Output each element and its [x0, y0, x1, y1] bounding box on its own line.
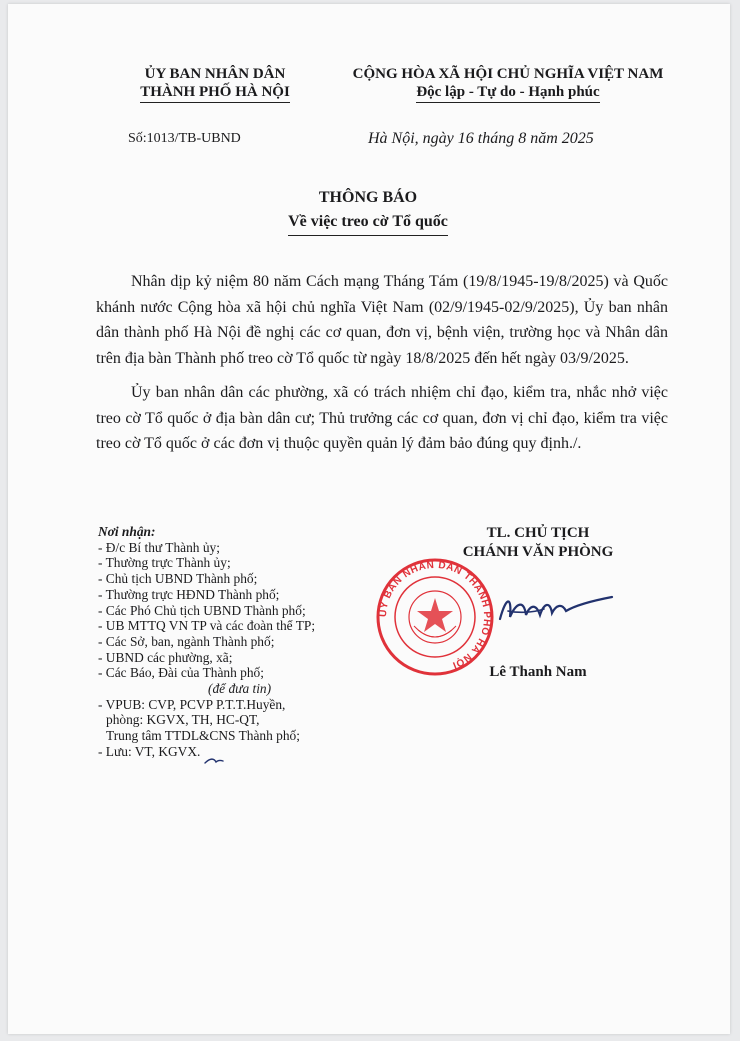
document-page [8, 4, 730, 1034]
recipient-note: (để đưa tin) [208, 681, 272, 697]
recipient-item: - UBND các phường, xã; [98, 649, 233, 665]
recipients-block [98, 524, 398, 760]
recipient-vpub-line-1: - VPUB: CVP, PCVP P.T.T.Huyền, [98, 696, 286, 712]
official-seal-stamp [374, 556, 496, 678]
signer-name: Lê Thanh Nam [489, 664, 587, 680]
body-paragraph-2: Ủy ban nhân dân các phường, xã có trách nhiệm chỉ đạo, kiểm tra, nhắc nhở việc treo cờ Tổ quốc ở địa bàn dân cư; Thủ trưởng các cơ quan, đơn vị chỉ đạo, kiểm tra việc treo cờ Tổ quốc ở các đơn vị thuộc quyền quản lý đảm bảo đúng quy định./. [96, 384, 668, 452]
recipient-archive: - Lưu: VT, KGVX. [98, 743, 201, 759]
recipient-item: - Các Phó Chủ tịch UBND Thành phố; [98, 602, 306, 618]
nation-line-2: Độc lập - Tự do - Hạnh phúc [416, 83, 599, 103]
pen-tick-mark-icon [204, 756, 224, 766]
title-sub: Về việc treo cờ Tổ quốc [288, 210, 448, 236]
recipient-item: - Thường trực HĐND Thành phố; [98, 586, 280, 602]
recipient-item: - Các Sở, ban, ngành Thành phố; [98, 633, 275, 649]
signature-title-line-1: TL. CHỦ TỊCH [486, 525, 590, 541]
handwritten-signature [496, 589, 616, 629]
recipient-item: - Các Báo, Đài của Thành phố; [98, 665, 264, 681]
recipient-vpub-line-2: phòng: KGVX, TH, HC-QT, [106, 712, 260, 728]
document-number: Số:1013/TB-UBND [128, 131, 241, 146]
org-line-2: THÀNH PHỐ HÀ NỘI [140, 83, 290, 103]
recipient-vpub-line-3: Trung tâm TTDL&CNS Thành phố; [106, 728, 300, 744]
issuing-organization [90, 65, 340, 103]
nation-line-1: CỘNG HÒA XÃ HỘI CHỦ NGHĨA VIỆT NAM [352, 66, 664, 82]
document-body [96, 269, 668, 466]
recipient-item: - Đ/c Bí thư Thành ủy; [98, 539, 220, 555]
seal-text: ỦY BAN NHÂN DÂN THÀNH PHỐ HÀ NỘI [377, 559, 493, 671]
title-main: THÔNG BÁO [318, 189, 418, 206]
body-paragraph-1: Nhân dịp kỷ niệm 80 năm Cách mạng Tháng Tám (19/8/1945-19/8/2025) và Quốc khánh nước Cộng hòa xã hội chủ nghĩa Việt Nam (02/9/1945-02/9/2025), Ủy ban nhân dân thành phố Hà Nội đề nghị các cơ quan, đơn vị, bệnh viện, trường học và Nhân dân trên địa bàn Thành phố treo cờ Tổ quốc từ ngày 18/8/2025 đến hết ngày 03/9/2025. [96, 273, 668, 367]
recipient-item: - UB MTTQ VN TP và các đoàn thể TP; [98, 618, 316, 634]
national-motto [308, 65, 708, 103]
org-line-1: ỦY BAN NHÂN DÂN [144, 66, 286, 82]
document-title [218, 186, 518, 236]
recipient-item: - Chủ tịch UBND Thành phố; [98, 571, 258, 587]
document-date: Hà Nội, ngày 16 tháng 8 năm 2025 [368, 130, 594, 147]
recipients-heading: Nơi nhận: [98, 524, 156, 539]
recipient-item: - Thường trực Thành ủy; [98, 555, 231, 571]
signature-title-line-2: CHÁNH VĂN PHÒNG [462, 544, 614, 560]
